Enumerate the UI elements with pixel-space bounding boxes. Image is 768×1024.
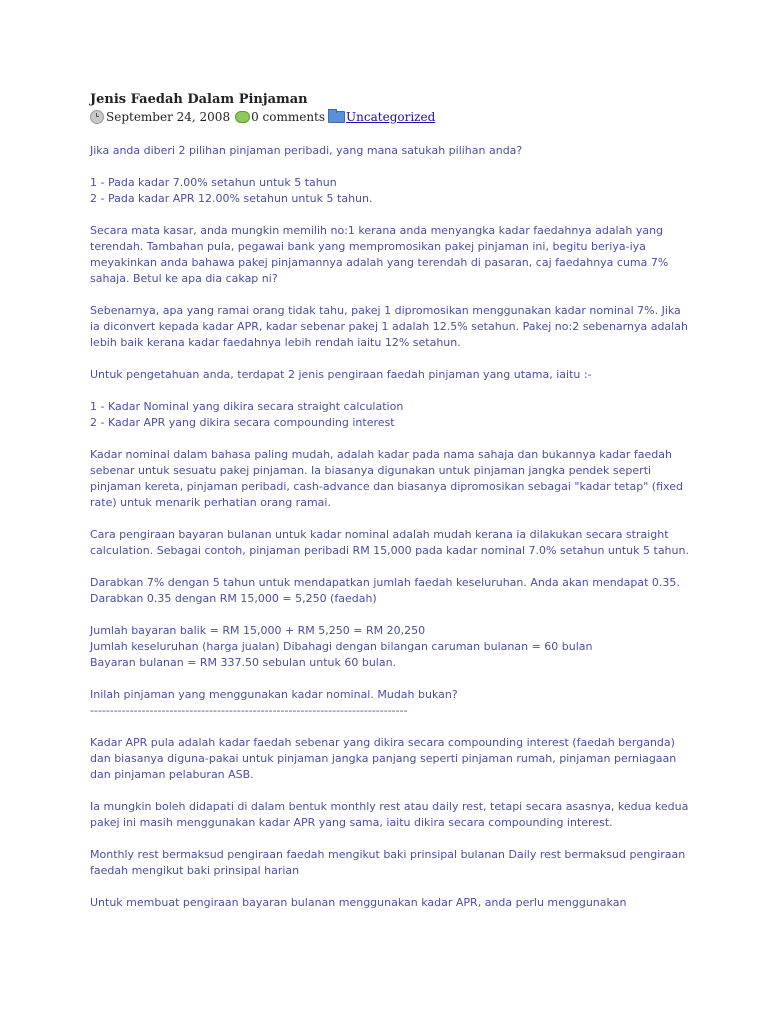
paragraph: Ia mungkin boleh didapati di dalam bentuk monthly rest atau daily rest, tetapi secara asasnya, kedua kedua pakej ini masih menggunakan kadar APR yang sama, iaitu dikira secara compounding interest. [90, 800, 689, 829]
paragraph: Secara mata kasar, anda mungkin memilih no:1 kerana anda menyangka kadar faedahnya adalah yang terendah. Tambahan pula, pegawai bank yang mempromosikan pakej pinjaman ini, begitu beriya-iya meyakinkan anda bahawa pakej pinjamannya adalah yang terendah di pasaran, caj faedahnya cuma 7% sahaja. Betul ke apa dia cakap ni? [90, 224, 669, 285]
paragraph: Inilah pinjaman yang menggunakan kadar nominal. Mudah bukan? -------------------------------------------------------------------------------- [90, 688, 458, 717]
post-date: September 24, 2008 [106, 110, 231, 124]
post-title: Jenis Faedah Dalam Pinjaman [90, 92, 308, 107]
paragraph: Kadar APR pula adalah kadar faedah sebenar yang dikira secara compounding interest (faedah berganda) dan biasanya diguna-pakai untuk pinjaman jangka panjang seperti pinjaman rumah, pinjaman perniagaan dan pinjaman pelaburan ASB. [90, 736, 677, 781]
paragraph: Darabkan 7% dengan 5 tahun untuk mendapatkan jumlah faedah keseluruhan. Anda akan mendapat 0.35. Darabkan 0.35 dengan RM 15,000 = 5,250 (faedah) [90, 576, 680, 605]
folder-icon[interactable] [328, 111, 345, 123]
category-link[interactable]: Uncategorized [346, 110, 436, 124]
comments-count[interactable]: 0 comments [251, 110, 326, 124]
paragraph: Cara pengiraan bayaran bulanan untuk kadar nominal adalah mudah kerana ia dilakukan secara straight calculation. Sebagai contoh, pinjaman peribadi RM 15,000 pada kadar nominal 7.0% setahun untuk 5 tahun. [90, 528, 689, 557]
paragraph: 1 - Kadar Nominal yang dikira secara straight calculation 2 - Kadar APR yang dikira secara compounding interest [90, 400, 404, 429]
paragraph: Untuk pengetahuan anda, terdapat 2 jenis pengiraan faedah pinjaman yang utama, iaitu :- [90, 368, 592, 381]
paragraph: Monthly rest bermaksud pengiraan faedah mengikut baki prinsipal bulanan Daily rest bermaksud pengiraan faedah mengikut baki prinsipal harian [90, 848, 686, 877]
paragraph: Sebenarnya, apa yang ramai orang tidak tahu, pakej 1 dipromosikan menggunakan kadar nominal 7%. Jika ia diconvert kepada kadar APR, kadar sebenar pakej 1 adalah 12.5% setahun. Pakej no:2 sebenarnya adalah lebih baik kerana kadar faedahnya lebih rendah iaitu 12% setahun. [90, 304, 688, 349]
post-content [90, 143, 690, 911]
speech-bubble-icon[interactable] [235, 111, 250, 123]
blog-post [90, 92, 690, 927]
clock-icon [90, 110, 104, 124]
post-meta [90, 109, 690, 125]
paragraph: Untuk membuat pengiraan bayaran bulanan menggunakan kadar APR, anda perlu menggunakan [90, 896, 627, 909]
paragraph: Jika anda diberi 2 pilihan pinjaman peribadi, yang mana satukah pilihan anda? [90, 144, 523, 157]
paragraph: Kadar nominal dalam bahasa paling mudah, adalah kadar pada nama sahaja dan bukannya kadar faedah sebenar untuk sesuatu pakej pinjaman. Ia biasanya digunakan untuk pinjaman jangka pendek seperti pinjaman kereta, pinjaman peribadi, cash-advance dan biasanya dipromosikan sebagai "kadar tetap" (fixed rate) untuk menarik perhatian orang ramai. [90, 448, 683, 509]
paragraph: 1 - Pada kadar 7.00% setahun untuk 5 tahun 2 - Pada kadar APR 12.00% setahun untuk 5 tahun. [90, 176, 373, 205]
paragraph: Jumlah bayaran balik = RM 15,000 + RM 5,250 = RM 20,250 Jumlah keseluruhan (harga jualan) Dibahagi dengan bilangan caruman bulanan = 60 bulan Bayaran bulanan = RM 337.50 sebulan untuk 60 bulan. [90, 624, 593, 669]
